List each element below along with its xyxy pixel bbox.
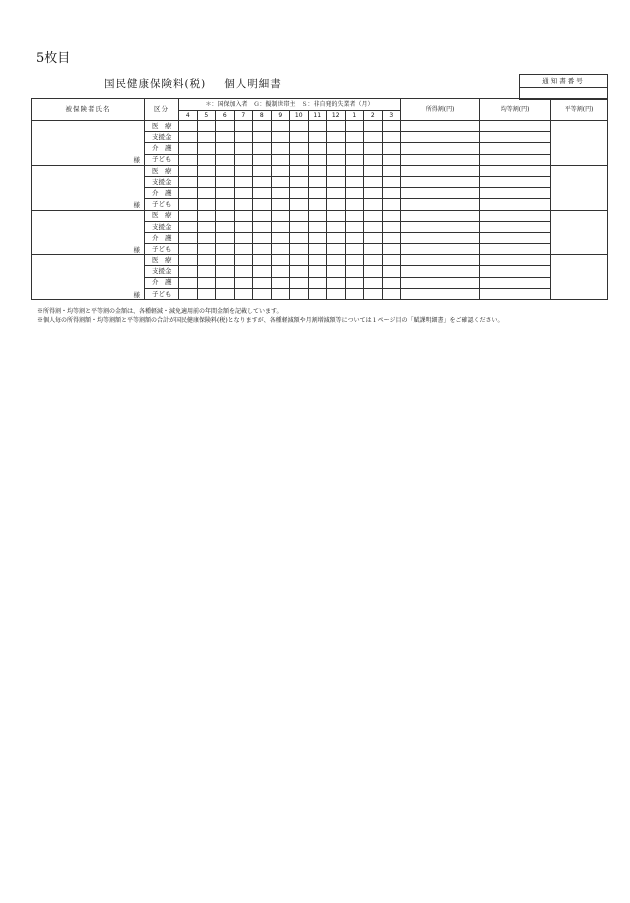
per-capita-cell <box>480 210 551 221</box>
month-cell <box>382 221 401 232</box>
month-cell <box>364 255 383 266</box>
month-cell <box>234 165 253 176</box>
per-capita-cell <box>480 255 551 266</box>
month-cell <box>382 165 401 176</box>
month-cell <box>253 288 272 299</box>
month-cell <box>345 288 364 299</box>
month-cell <box>308 232 327 243</box>
month-cell <box>197 288 216 299</box>
month-cell <box>290 199 309 210</box>
honorific: 様 <box>133 245 140 254</box>
month-cell <box>253 232 272 243</box>
month-cell <box>382 266 401 277</box>
month-cell <box>253 154 272 165</box>
month-cell <box>179 132 198 143</box>
note-2: ※個人毎の所得割額・均等割額と平等割額の合計が国民健康保険料(税)となりますが、各種軽減額や月割増減額等については１ページ目の「賦課明細書」をご確認ください。 <box>37 317 504 324</box>
month-cell <box>345 154 364 165</box>
month-cell <box>290 244 309 255</box>
month-cell <box>234 188 253 199</box>
month-cell <box>382 210 401 221</box>
month-cell <box>271 232 290 243</box>
income-cell <box>401 132 480 143</box>
month-cell <box>197 244 216 255</box>
month-cell <box>216 188 235 199</box>
month-cell <box>382 199 401 210</box>
month-cell <box>234 288 253 299</box>
month-cell <box>364 199 383 210</box>
per-capita-cell <box>480 188 551 199</box>
month-cell <box>179 221 198 232</box>
category-label: 支援金 <box>145 132 179 143</box>
insured-name-cell <box>32 121 145 166</box>
detail-table <box>31 98 608 300</box>
month-cell <box>271 176 290 187</box>
month-header: 2 <box>364 111 383 121</box>
month-cell <box>216 165 235 176</box>
month-cell <box>234 255 253 266</box>
category-label: 子ども <box>145 244 179 255</box>
month-cell <box>271 154 290 165</box>
month-cell <box>179 165 198 176</box>
month-cell <box>345 132 364 143</box>
month-cell <box>290 277 309 288</box>
insured-name-cell <box>32 165 145 210</box>
month-header: 6 <box>216 111 235 121</box>
income-cell <box>401 199 480 210</box>
month-header: 1 <box>345 111 364 121</box>
month-cell <box>308 210 327 221</box>
month-cell <box>382 143 401 154</box>
month-cell <box>327 188 346 199</box>
month-cell <box>345 165 364 176</box>
document-title <box>104 76 282 91</box>
month-cell <box>234 154 253 165</box>
month-cell <box>345 176 364 187</box>
month-cell <box>253 221 272 232</box>
notice-number-box <box>519 74 608 100</box>
income-cell <box>401 121 480 132</box>
month-cell <box>345 143 364 154</box>
per-capita-cell <box>480 154 551 165</box>
month-cell <box>253 143 272 154</box>
month-cell <box>179 255 198 266</box>
income-cell <box>401 288 480 299</box>
month-cell <box>197 232 216 243</box>
month-cell <box>216 210 235 221</box>
month-cell <box>197 154 216 165</box>
per-capita-cell <box>480 176 551 187</box>
per-capita-cell <box>480 132 551 143</box>
month-cell <box>364 132 383 143</box>
title-part1: 国民健康保険料(税) <box>104 78 207 90</box>
month-cell <box>345 199 364 210</box>
month-cell <box>271 165 290 176</box>
page-label: 5枚目 <box>36 51 71 66</box>
month-cell <box>327 232 346 243</box>
month-cell <box>271 210 290 221</box>
month-cell <box>234 210 253 221</box>
per-capita-cell <box>480 199 551 210</box>
month-cell <box>290 121 309 132</box>
category-label: 子ども <box>145 288 179 299</box>
month-cell <box>345 232 364 243</box>
month-cell <box>253 255 272 266</box>
month-cell <box>364 165 383 176</box>
month-cell <box>382 244 401 255</box>
per-capita-cell <box>480 121 551 132</box>
month-cell <box>197 199 216 210</box>
month-cell <box>290 132 309 143</box>
month-cell <box>364 121 383 132</box>
month-cell <box>197 210 216 221</box>
month-cell <box>197 176 216 187</box>
month-cell <box>216 132 235 143</box>
month-cell <box>290 143 309 154</box>
flat-cell <box>551 121 608 166</box>
month-cell <box>216 176 235 187</box>
income-cell <box>401 232 480 243</box>
month-cell <box>271 121 290 132</box>
month-cell <box>308 221 327 232</box>
month-cell <box>290 255 309 266</box>
notes <box>37 307 503 325</box>
category-label: 介 護 <box>145 232 179 243</box>
month-cell <box>327 176 346 187</box>
category-label: 介 護 <box>145 277 179 288</box>
category-label: 支援金 <box>145 221 179 232</box>
income-cell <box>401 244 480 255</box>
month-cell <box>364 221 383 232</box>
per-capita-cell <box>480 266 551 277</box>
month-cell <box>345 210 364 221</box>
month-cell <box>271 132 290 143</box>
month-cell <box>345 244 364 255</box>
category-label: 支援金 <box>145 176 179 187</box>
header-income: 所得割(円) <box>401 99 480 121</box>
month-cell <box>327 154 346 165</box>
month-cell <box>179 199 198 210</box>
month-cell <box>345 221 364 232</box>
month-cell <box>382 132 401 143</box>
honorific: 様 <box>133 201 140 209</box>
month-cell <box>364 288 383 299</box>
month-cell <box>308 255 327 266</box>
month-cell <box>382 232 401 243</box>
month-cell <box>327 210 346 221</box>
month-cell <box>364 210 383 221</box>
month-cell <box>179 210 198 221</box>
month-cell <box>382 255 401 266</box>
month-cell <box>364 232 383 243</box>
flat-cell <box>551 165 608 210</box>
honorific: 様 <box>133 290 140 299</box>
table-row <box>32 165 608 176</box>
month-header: 5 <box>197 111 216 121</box>
month-cell <box>364 176 383 187</box>
category-label: 医 療 <box>145 210 179 221</box>
month-cell <box>345 277 364 288</box>
category-label: 子ども <box>145 199 179 210</box>
month-cell <box>253 188 272 199</box>
month-header: 7 <box>234 111 253 121</box>
month-cell <box>327 221 346 232</box>
month-header: 3 <box>382 111 401 121</box>
month-cell <box>327 255 346 266</box>
month-cell <box>364 188 383 199</box>
honorific: 様 <box>133 156 140 165</box>
month-cell <box>308 188 327 199</box>
per-capita-cell <box>480 288 551 299</box>
month-cell <box>234 199 253 210</box>
month-cell <box>382 288 401 299</box>
month-cell <box>327 266 346 277</box>
month-cell <box>179 266 198 277</box>
month-cell <box>308 176 327 187</box>
month-cell <box>253 132 272 143</box>
month-cell <box>234 232 253 243</box>
title-part2: 個人明細書 <box>224 78 282 90</box>
month-cell <box>308 244 327 255</box>
month-cell <box>290 232 309 243</box>
table-row <box>32 121 608 132</box>
header-category: 区分 <box>145 99 179 121</box>
month-cell <box>197 132 216 143</box>
category-label: 子ども <box>145 154 179 165</box>
month-cell <box>216 121 235 132</box>
category-label: 支援金 <box>145 266 179 277</box>
month-header: 11 <box>308 111 327 121</box>
month-cell <box>327 244 346 255</box>
month-cell <box>327 288 346 299</box>
month-cell <box>253 277 272 288</box>
month-cell <box>234 121 253 132</box>
income-cell <box>401 255 480 266</box>
month-cell <box>197 143 216 154</box>
month-cell <box>308 154 327 165</box>
month-header: 10 <box>290 111 309 121</box>
month-cell <box>216 277 235 288</box>
income-cell <box>401 266 480 277</box>
month-cell <box>271 199 290 210</box>
month-cell <box>179 288 198 299</box>
month-cell <box>271 143 290 154</box>
month-cell <box>197 221 216 232</box>
month-cell <box>290 176 309 187</box>
month-cell <box>345 255 364 266</box>
income-cell <box>401 210 480 221</box>
month-cell <box>179 121 198 132</box>
per-capita-cell <box>480 232 551 243</box>
month-cell <box>271 255 290 266</box>
month-cell <box>308 165 327 176</box>
month-cell <box>216 154 235 165</box>
month-cell <box>216 255 235 266</box>
month-cell <box>308 266 327 277</box>
category-label: 医 療 <box>145 255 179 266</box>
month-cell <box>364 143 383 154</box>
income-cell <box>401 188 480 199</box>
month-cell <box>216 288 235 299</box>
per-capita-cell <box>480 143 551 154</box>
category-label: 介 護 <box>145 188 179 199</box>
table-row <box>32 255 608 266</box>
month-cell <box>216 244 235 255</box>
month-cell <box>216 232 235 243</box>
month-cell <box>179 188 198 199</box>
month-cell <box>327 199 346 210</box>
per-capita-cell <box>480 277 551 288</box>
month-cell <box>197 188 216 199</box>
month-cell <box>197 277 216 288</box>
month-cell <box>290 210 309 221</box>
income-cell <box>401 143 480 154</box>
month-cell <box>234 143 253 154</box>
month-cell <box>308 288 327 299</box>
month-cell <box>197 255 216 266</box>
month-cell <box>253 121 272 132</box>
month-cell <box>216 266 235 277</box>
month-cell <box>271 221 290 232</box>
month-cell <box>271 266 290 277</box>
month-header: 4 <box>179 111 198 121</box>
month-header: 12 <box>327 111 346 121</box>
month-cell <box>364 244 383 255</box>
month-header: 8 <box>253 111 272 121</box>
insured-name-cell <box>32 210 145 255</box>
month-cell <box>327 132 346 143</box>
month-cell <box>179 277 198 288</box>
header-name: 被保険者氏名 <box>32 99 145 121</box>
month-cell <box>308 121 327 132</box>
month-cell <box>290 266 309 277</box>
month-cell <box>234 221 253 232</box>
per-capita-cell <box>480 165 551 176</box>
month-cell <box>179 232 198 243</box>
month-cell <box>345 121 364 132</box>
income-cell <box>401 154 480 165</box>
month-cell <box>271 277 290 288</box>
month-cell <box>179 154 198 165</box>
header-legend: ＊：国保加入者 Ｇ：擬制世帯主 Ｓ：非自発的失業者（月） <box>179 99 401 111</box>
income-cell <box>401 165 480 176</box>
month-cell <box>271 188 290 199</box>
month-cell <box>216 143 235 154</box>
month-cell <box>382 277 401 288</box>
month-cell <box>290 288 309 299</box>
month-cell <box>345 266 364 277</box>
month-cell <box>179 143 198 154</box>
notice-number-label: 通知書番号 <box>520 75 607 88</box>
month-cell <box>327 143 346 154</box>
month-cell <box>308 132 327 143</box>
month-cell <box>216 199 235 210</box>
month-cell <box>382 176 401 187</box>
month-cell <box>234 176 253 187</box>
category-label: 介 護 <box>145 143 179 154</box>
flat-cell <box>551 255 608 300</box>
header-per-capita: 均等割(円) <box>480 99 551 121</box>
income-cell <box>401 176 480 187</box>
month-cell <box>290 188 309 199</box>
month-cell <box>253 176 272 187</box>
month-cell <box>179 244 198 255</box>
month-cell <box>364 154 383 165</box>
insured-name-cell <box>32 255 145 300</box>
month-cell <box>364 266 383 277</box>
table-row <box>32 210 608 221</box>
month-cell <box>308 277 327 288</box>
month-cell <box>253 210 272 221</box>
month-cell <box>308 199 327 210</box>
month-cell <box>234 244 253 255</box>
month-cell <box>327 165 346 176</box>
per-capita-cell <box>480 221 551 232</box>
month-cell <box>308 143 327 154</box>
month-cell <box>234 266 253 277</box>
month-cell <box>197 266 216 277</box>
month-cell <box>364 277 383 288</box>
month-cell <box>271 288 290 299</box>
header-flat: 平等割(円) <box>551 99 608 121</box>
note-1: ※所得割・均等割と平等割の金額は、各種軽減・減免適用前の年間金額を記載しています。 <box>37 308 283 315</box>
month-cell <box>253 266 272 277</box>
month-cell <box>253 199 272 210</box>
flat-cell <box>551 210 608 255</box>
per-capita-cell <box>480 244 551 255</box>
month-cell <box>382 188 401 199</box>
month-cell <box>327 121 346 132</box>
month-cell <box>234 132 253 143</box>
header-row <box>32 99 608 111</box>
month-cell <box>179 176 198 187</box>
month-cell <box>382 121 401 132</box>
month-cell <box>290 221 309 232</box>
month-cell <box>327 277 346 288</box>
month-cell <box>382 154 401 165</box>
month-cell <box>271 244 290 255</box>
month-cell <box>234 277 253 288</box>
month-cell <box>197 165 216 176</box>
month-cell <box>253 165 272 176</box>
month-cell <box>253 244 272 255</box>
income-cell <box>401 221 480 232</box>
month-cell <box>197 121 216 132</box>
month-cell <box>290 154 309 165</box>
month-cell <box>290 165 309 176</box>
month-cell <box>345 188 364 199</box>
category-label: 医 療 <box>145 165 179 176</box>
month-header: 9 <box>271 111 290 121</box>
income-cell <box>401 277 480 288</box>
month-cell <box>216 221 235 232</box>
category-label: 医 療 <box>145 121 179 132</box>
